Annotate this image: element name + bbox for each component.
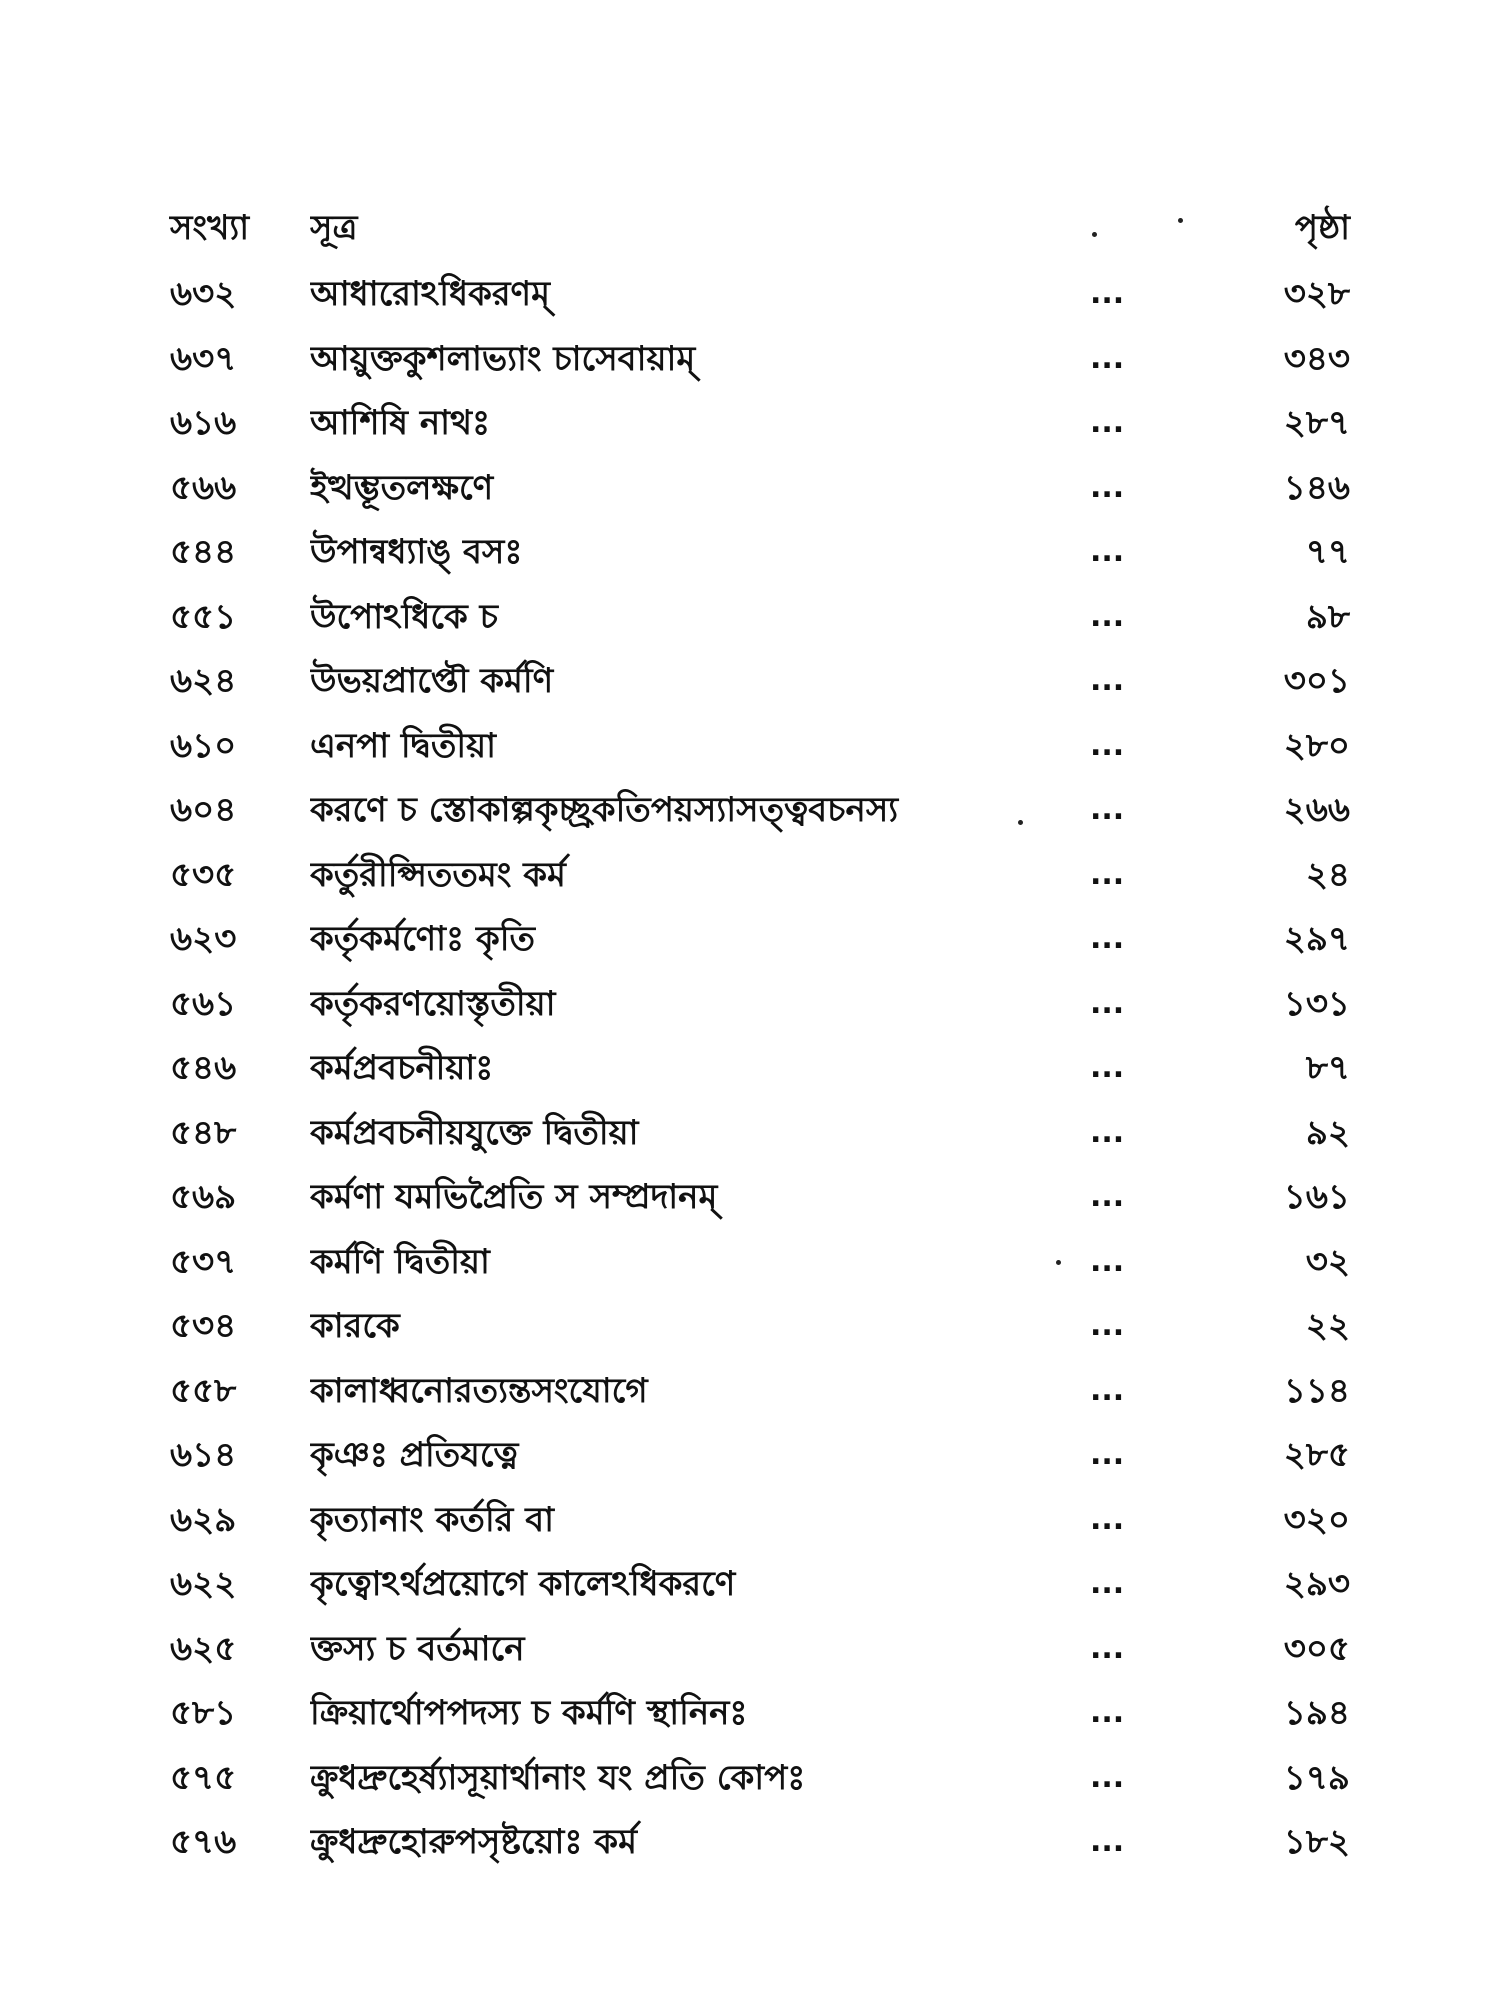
page-number: ২৪ bbox=[1305, 854, 1350, 895]
table-row bbox=[170, 972, 1350, 1037]
sutra-number: ৫৩৫ bbox=[170, 854, 237, 895]
page-number: ২৬৬ bbox=[1283, 790, 1350, 830]
page-number: ২৮৭ bbox=[1283, 403, 1350, 443]
sutra-number: ৬০৪ bbox=[170, 790, 237, 830]
sutra-text: ক্রিয়ার্থোপপদস্য চ কর্মণি স্থানিনঃ bbox=[310, 1693, 748, 1733]
leader-dots: ... bbox=[1090, 276, 1125, 311]
print-speck bbox=[1178, 218, 1183, 223]
leader-dots: ... bbox=[1090, 1050, 1125, 1085]
sutra-number: ৫৫১ bbox=[170, 596, 237, 637]
page-number: ১৪৬ bbox=[1283, 467, 1350, 508]
sutra-text: কারকে bbox=[310, 1306, 400, 1346]
sutra-number: ৫৩৭ bbox=[170, 1241, 237, 1282]
index-table bbox=[170, 262, 1350, 1875]
table-row bbox=[170, 1036, 1350, 1101]
sutra-number: ৫৬৬ bbox=[170, 467, 237, 508]
sutra-text: আয়ুক্তকুশলাভ্যাং চাসেবায়াম্ bbox=[310, 338, 696, 379]
table-row bbox=[170, 1681, 1350, 1746]
page-number: ২৮০ bbox=[1283, 725, 1350, 766]
sutra-text: এনপা দ্বিতীয়া bbox=[310, 725, 496, 766]
leader-dots: ... bbox=[1090, 792, 1125, 827]
sutra-text: কর্তুরীপ্সিততমং কর্ম bbox=[310, 854, 566, 895]
table-row bbox=[170, 1617, 1350, 1682]
sutra-text: কৃত্বোঽর্থপ্রয়োগে কালেঽধিকরণে bbox=[310, 1564, 736, 1604]
sutra-text: কর্মপ্রবচনীয়াঃ bbox=[310, 1048, 494, 1088]
print-speck bbox=[1018, 820, 1023, 825]
table-row bbox=[170, 327, 1350, 392]
page-number: ১৯৪ bbox=[1283, 1693, 1350, 1733]
print-speck bbox=[1092, 232, 1097, 237]
leader-dots: ... bbox=[1090, 1566, 1125, 1601]
page-number: ২৯৩ bbox=[1283, 1564, 1350, 1604]
table-row bbox=[170, 456, 1350, 521]
sutra-number: ৬১৬ bbox=[170, 403, 237, 443]
table-row bbox=[170, 843, 1350, 908]
table-row bbox=[170, 1101, 1350, 1166]
sutra-text: উপোঽধিকে চ bbox=[310, 596, 498, 637]
sutra-text: ক্রুধদ্রুহের্ষ্যাসূয়ার্থানাং যং প্রতি কোপঃ bbox=[310, 1757, 806, 1798]
page-number: ৯৮ bbox=[1305, 596, 1350, 637]
sutra-number: ৬১৪ bbox=[170, 1435, 237, 1475]
page-number: ৮৭ bbox=[1305, 1048, 1350, 1088]
page-number: ৯২ bbox=[1305, 1112, 1350, 1153]
leader-dots: ... bbox=[1090, 340, 1125, 376]
sutra-number: ৫৬১ bbox=[170, 983, 237, 1024]
sutra-text: আধারোঽধিকরণম্ bbox=[310, 274, 550, 314]
page-number: ৩০১ bbox=[1283, 661, 1350, 701]
leader-dots: ... bbox=[1090, 1501, 1125, 1537]
leader-dots: ... bbox=[1090, 534, 1125, 569]
table-row bbox=[170, 1230, 1350, 1295]
sutra-text: কর্মণি দ্বিতীয়া bbox=[310, 1241, 490, 1282]
table-row bbox=[170, 1294, 1350, 1359]
page-number: ২৯৭ bbox=[1283, 919, 1350, 959]
table-row bbox=[170, 1488, 1350, 1553]
sutra-number: ৬২৩ bbox=[170, 919, 237, 959]
page-number: ১৬১ bbox=[1283, 1177, 1350, 1217]
sutra-number: ৫৪৮ bbox=[170, 1112, 237, 1153]
sutra-text: ইত্থম্ভূতলক্ষণে bbox=[310, 467, 494, 508]
table-row bbox=[170, 520, 1350, 585]
page-number: ১৩১ bbox=[1283, 983, 1350, 1024]
sutra-number: ৬১০ bbox=[170, 725, 237, 766]
leader-dots: ... bbox=[1090, 1114, 1125, 1150]
sutra-text: কৃত্যানাং কর্তরি বা bbox=[310, 1499, 554, 1540]
sutra-number: ৫৫৮ bbox=[170, 1370, 237, 1411]
leader-dots: ... bbox=[1090, 921, 1125, 956]
header-number-label: সংখ্যা bbox=[170, 208, 250, 248]
leader-dots: ... bbox=[1090, 1243, 1125, 1279]
sutra-text: আশিষি নাথঃ bbox=[310, 403, 491, 443]
sutra-number: ৬২৯ bbox=[170, 1499, 237, 1540]
table-row bbox=[170, 262, 1350, 327]
sutra-number: ৫৬৯ bbox=[170, 1177, 237, 1217]
sutra-text: উভয়প্রাপ্তৌ কর্মণি bbox=[310, 661, 554, 701]
page-number: ৩২০ bbox=[1283, 1499, 1350, 1540]
sutra-number: ৫৪৬ bbox=[170, 1048, 237, 1088]
table-row bbox=[170, 1359, 1350, 1424]
sutra-number: ৫৪৪ bbox=[170, 532, 237, 572]
sutra-text: কর্তৃকরণয়োস্তৃতীয়া bbox=[310, 983, 556, 1024]
sutra-text: কর্তৃকর্মণোঃ কৃতি bbox=[310, 919, 536, 959]
page-number: ১১৪ bbox=[1283, 1370, 1350, 1411]
table-row bbox=[170, 1810, 1350, 1875]
leader-dots: ... bbox=[1090, 1824, 1125, 1859]
table-row bbox=[170, 1552, 1350, 1617]
sutra-number: ৬২২ bbox=[170, 1564, 237, 1604]
sutra-text: কর্মপ্রবচনীয়যুক্তে দ্বিতীয়া bbox=[310, 1112, 639, 1153]
table-row bbox=[170, 907, 1350, 972]
table-row bbox=[170, 391, 1350, 456]
table-row bbox=[170, 585, 1350, 650]
table-row bbox=[170, 1423, 1350, 1488]
leader-dots: ... bbox=[1090, 1630, 1125, 1666]
table-row bbox=[170, 649, 1350, 714]
sutra-number: ৫৩৪ bbox=[170, 1306, 237, 1346]
page-number: ৩০৫ bbox=[1283, 1628, 1350, 1669]
page-number: ৭৭ bbox=[1305, 532, 1350, 572]
sutra-number: ৬২৪ bbox=[170, 661, 237, 701]
leader-dots: ... bbox=[1090, 1179, 1125, 1214]
page-number: ২৮৫ bbox=[1283, 1435, 1350, 1475]
sutra-number: ৫৭৬ bbox=[170, 1822, 237, 1862]
print-speck bbox=[1056, 1260, 1061, 1265]
sutra-number: ৫৮১ bbox=[170, 1693, 237, 1733]
page-number: ৩৪৩ bbox=[1283, 338, 1350, 379]
leader-dots: ... bbox=[1090, 1372, 1125, 1408]
leader-dots: ... bbox=[1090, 985, 1125, 1021]
sutra-number: ৬৩২ bbox=[170, 274, 237, 314]
sutra-text: কালাধ্বনোরত্যন্তসংযোগে bbox=[310, 1370, 648, 1411]
sutra-text: উপান্বধ্যাঙ্ বসঃ bbox=[310, 532, 523, 572]
sutra-text: কৃঞঃ প্রতিযত্নে bbox=[310, 1435, 519, 1475]
page-number: ২২ bbox=[1305, 1306, 1350, 1346]
leader-dots: ... bbox=[1090, 663, 1125, 698]
table-row bbox=[170, 1746, 1350, 1811]
page-number: ৩২ bbox=[1305, 1241, 1350, 1282]
header-sutra-label: সূত্র bbox=[310, 208, 358, 248]
sutra-text: ক্রুধদ্রুহোরুপসৃষ্টয়োঃ কর্ম bbox=[310, 1822, 637, 1862]
leader-dots: ... bbox=[1090, 598, 1125, 634]
leader-dots: ... bbox=[1090, 469, 1125, 505]
leader-dots: ... bbox=[1090, 1695, 1125, 1730]
leader-dots: ... bbox=[1090, 727, 1125, 763]
leader-dots: ... bbox=[1090, 405, 1125, 440]
page-number: ১৮২ bbox=[1283, 1822, 1350, 1862]
table-row bbox=[170, 1165, 1350, 1230]
sutra-number: ৬৩৭ bbox=[170, 338, 237, 379]
leader-dots: ... bbox=[1090, 1759, 1125, 1795]
sutra-text: কর্মণা যমভিপ্রৈতি স সম্প্রদানম্ bbox=[310, 1177, 718, 1217]
leader-dots: ... bbox=[1090, 1308, 1125, 1343]
table-header bbox=[170, 200, 1350, 256]
sutra-text: করণে চ স্তোকাল্পকৃচ্ছ্রকতিপয়স্যাসত্ত্ববচনস্য bbox=[310, 790, 899, 830]
sutra-number: ৫৭৫ bbox=[170, 1757, 237, 1798]
sutra-number: ৬২৫ bbox=[170, 1628, 237, 1669]
table-row bbox=[170, 778, 1350, 843]
header-page-label: পৃষ্ঠা bbox=[1294, 208, 1350, 248]
sutra-text: ক্তস্য চ বর্তমানে bbox=[310, 1628, 525, 1669]
table-row bbox=[170, 714, 1350, 779]
leader-dots: ... bbox=[1090, 1437, 1125, 1472]
page-number: ৩২৮ bbox=[1283, 274, 1350, 314]
leader-dots: ... bbox=[1090, 856, 1125, 892]
page-number: ১৭৯ bbox=[1283, 1757, 1350, 1798]
